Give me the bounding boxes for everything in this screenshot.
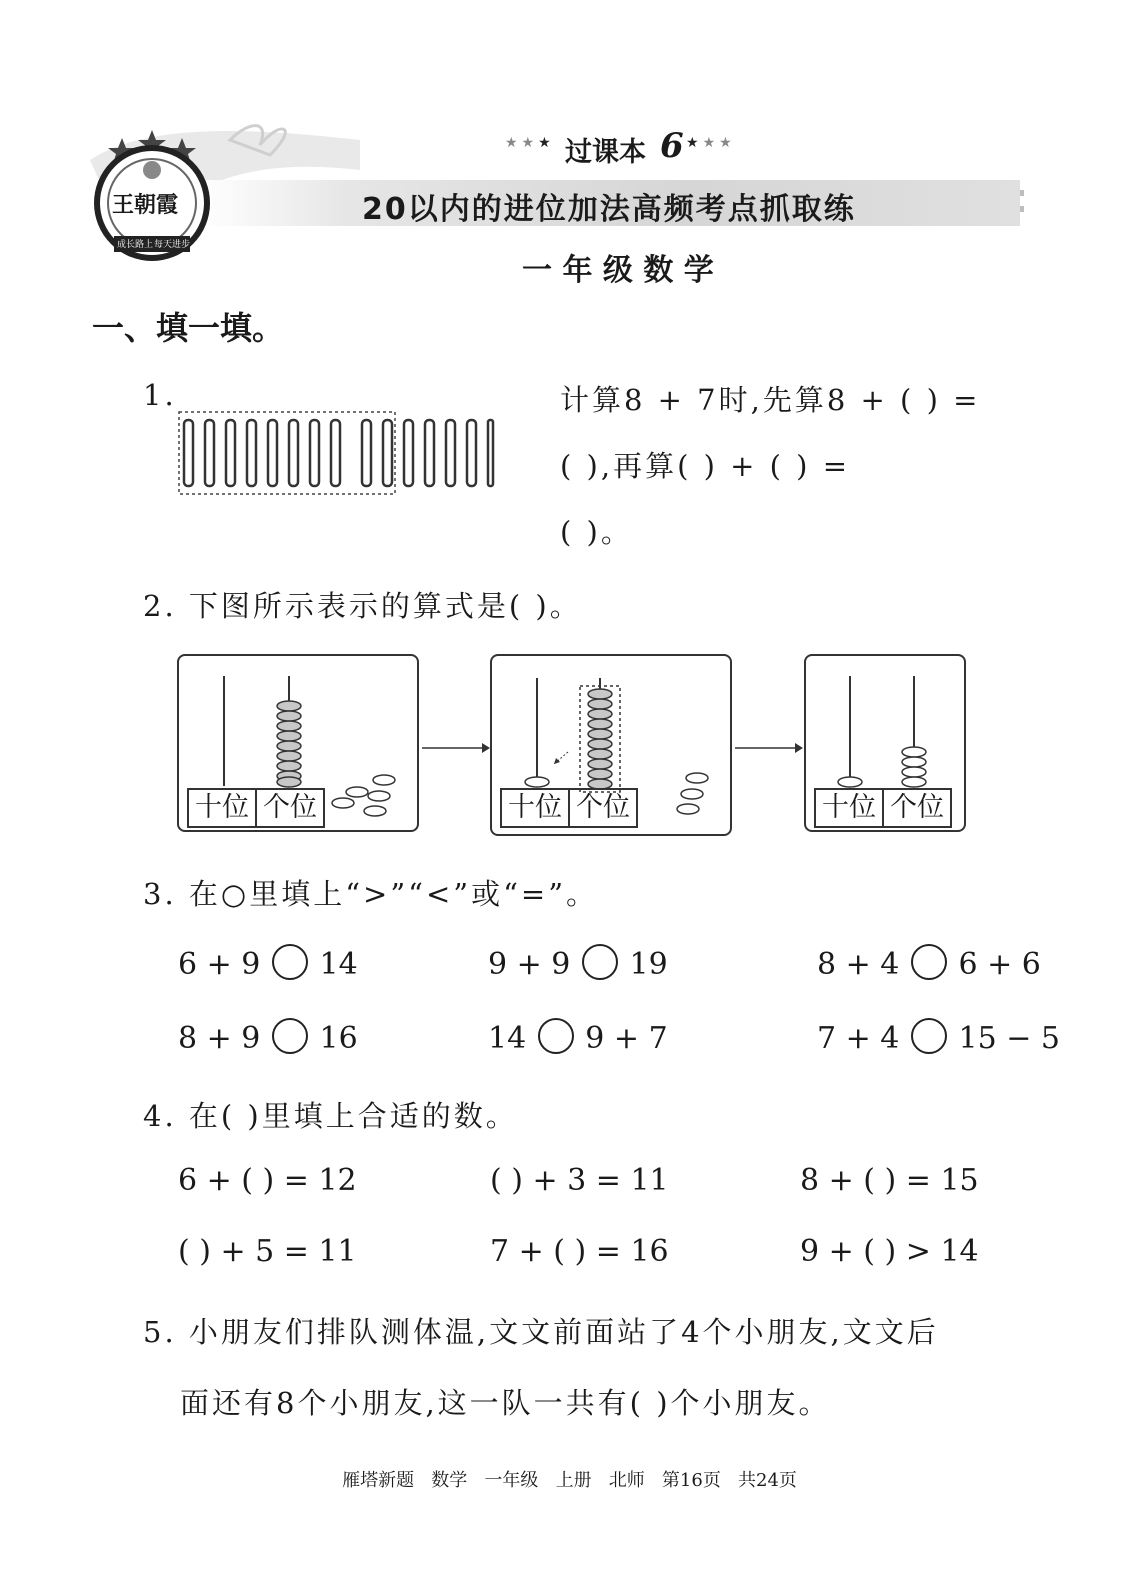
compare-left: 8 + 4	[817, 947, 900, 982]
q5-line2: 面还有8个小朋友,这一队一共有( )个小朋友。	[180, 1386, 831, 1420]
ones-label: 个位	[255, 788, 325, 828]
star-rating-left: ★★★	[505, 135, 555, 151]
arrow-right-icon	[733, 740, 803, 756]
series-number: 6	[660, 126, 684, 166]
answer-circle[interactable]	[272, 1018, 308, 1054]
answer-circle[interactable]	[911, 944, 947, 980]
fill-blank-equation[interactable]: 8 + ( ) = 15	[800, 1163, 979, 1198]
logo-slogan: 每天进步	[154, 240, 191, 250]
q1-line1: 计算8 + 7时,先算8 + ( ) =	[560, 383, 981, 417]
compare-item	[817, 1018, 1060, 1056]
section-heading: 一、填一填。	[92, 309, 285, 347]
compare-left: 14	[488, 1021, 527, 1056]
fill-blank-equation[interactable]: 6 + ( ) = 12	[178, 1163, 357, 1198]
answer-circle[interactable]	[272, 944, 308, 980]
brand-logo	[92, 128, 212, 268]
q3-text: 3. 在○里填上“>”“<”或“=”。	[143, 877, 599, 911]
compare-right: 19	[629, 947, 668, 982]
ones-label: 个位	[568, 788, 638, 828]
answer-circle[interactable]	[582, 944, 618, 980]
q1-line2: ( ),再算( ) + ( ) =	[560, 449, 851, 483]
answer-circle[interactable]	[911, 1018, 947, 1054]
fill-blank-equation[interactable]: ( ) + 5 = 11	[178, 1234, 357, 1269]
tens-label: 十位	[500, 788, 570, 828]
page-subtitle: 一 年 级 数 学	[522, 253, 714, 288]
abacus-panel	[804, 654, 966, 832]
page-footer: 雁塔新题 数学 一年级 上册 北师 第16页 共24页	[342, 1470, 797, 1491]
compare-item	[178, 1018, 358, 1056]
compare-left: 7 + 4	[817, 1021, 900, 1056]
series-label: 过课本	[565, 137, 646, 168]
tens-label: 十位	[814, 788, 884, 828]
compare-left: 8 + 9	[178, 1021, 261, 1056]
question-number: 1.	[143, 378, 177, 412]
q4-text: 4. 在( )里填上合适的数。	[143, 1099, 518, 1133]
ones-label: 个位	[882, 788, 952, 828]
compare-right: 16	[319, 1021, 358, 1056]
q2-text: 2. 下图所示表示的算式是( )。	[143, 589, 582, 623]
fill-blank-equation[interactable]: 9 + ( ) > 14	[800, 1234, 979, 1269]
compare-right: 6 + 6	[958, 947, 1041, 982]
compare-right: 14	[319, 947, 358, 982]
compare-right: 9 + 7	[585, 1021, 668, 1056]
compare-left: 6 + 9	[178, 947, 261, 982]
counting-sticks-illustration	[176, 410, 496, 500]
compare-item	[817, 944, 1041, 982]
q5-line1: 5. 小朋友们排队测体温,文文前面站了4个小朋友,文文后	[143, 1315, 939, 1349]
compare-item	[178, 944, 358, 982]
logo-brand-text: 王朝霞	[112, 193, 179, 218]
fill-blank-equation[interactable]: 7 + ( ) = 16	[490, 1234, 669, 1269]
tens-label: 十位	[187, 788, 257, 828]
answer-circle[interactable]	[538, 1018, 574, 1054]
abacus-panel	[490, 654, 732, 836]
logo-slogan: 成长路上	[117, 240, 154, 250]
q1-line3: ( )。	[560, 515, 633, 549]
fill-blank-equation[interactable]: ( ) + 3 = 11	[490, 1163, 669, 1198]
compare-right: 15 − 5	[958, 1021, 1060, 1056]
abacus-panel	[177, 654, 419, 832]
page-title: 20以内的进位加法高频考点抓取练	[362, 192, 856, 227]
arrow-right-icon	[420, 740, 490, 756]
compare-left: 9 + 9	[488, 947, 571, 982]
star-rating-right: ★★★	[686, 135, 736, 151]
compare-item	[488, 1018, 668, 1056]
compare-item	[488, 944, 668, 982]
